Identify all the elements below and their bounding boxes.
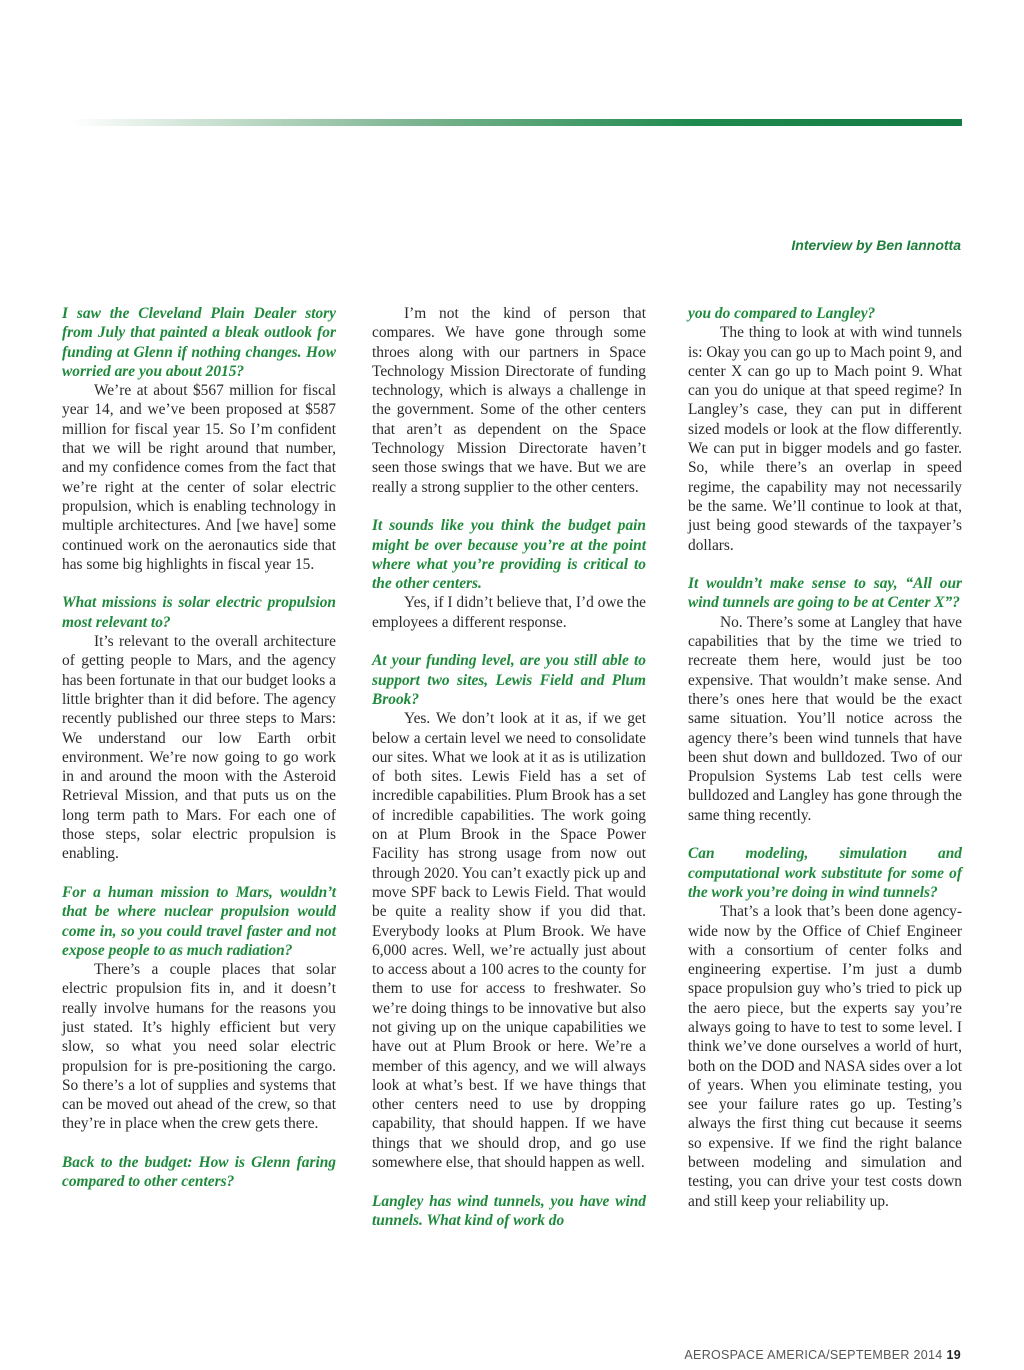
interview-question: Can modeling, simulation and computational work substitute for some of the work you’re doing in wind tunnels? (688, 845, 962, 901)
interview-question: Langley has wind tunnels, you have wind tunnels. What kind of work do (372, 1192, 646, 1229)
interview-question: I saw the Cleveland Plain Dealer story from July that painted a bleak outlook for funding at Glenn if nothing changes. How worried are you about 2015? (62, 305, 336, 380)
interview-answer: I’m not the kind of person that compares. We have gone through some throes along with our partners in Space Technology Mission Directorate of funding technology, which is always a challenge in the government. Some of the other centers that aren’t as dependent on the Space Technology Mission Directorate haven’t seen those swings that we have. But we are really a strong supplier to the other centers. (372, 305, 646, 496)
interview-question: It wouldn’t make sense to say, “All our wind tunnels are going to be at Center X”? (688, 575, 962, 612)
interview-answer: The thing to look at with wind tunnels is: Okay you can go up to Mach point 9, and center X can go up to Mach point 9. What can you do unique at that speed regime? In Langley’s case, they can put in different sized models or look at the flow differently. We can put in bigger models and go faster. So, while there’s an overlap in speed regime, the capability may not necessarily be the same. We’ll continue to look at that, just being good stewards of the taxpayer’s dollars. (688, 324, 962, 554)
column-1 (62, 304, 336, 1192)
interview-answer: Yes. We don’t look at it as, if we get below a certain level we need to consolidate our sites. What we look at it as is utilization of both sites. Lewis Field has a set of incredible capabilities. Plum Brook has a set of incredible capabilities. The work going on at Plum Brook in the Space Power Facility has strong usage from now out through 2020. You can’t exactly pick up and move SPF back to Lewis Field. That would be quite a reality show if you did that. Everybody looks at Plum Brook. We have 6,000 acres. Well, we’re actually just about to access about a 100 acres to the county for them to use for access to freshwater. So we’re doing things to be innovative but also not giving up on the unique capabilities we have out at Plum Brook or here. We’re a member of this agency, and we will always look at what’s best. If we have things that other centers need to use by dropping capability, that should happen. If we have things that we should drop, and go use somewhere else, that should happen as well. (372, 710, 646, 1172)
interview-question: For a human mission to Mars, wouldn’t that be where nuclear propulsion would come in, so you could travel faster and not expose people to as much radiation? (62, 883, 336, 959)
byline: Interview by Ben Iannotta (791, 237, 961, 253)
interview-answer: There’s a couple places that solar electric propulsion fits in, and it doesn’t really involve humans for the reasons you just stated. It’s highly efficient but very slow, so what you need solar electric propulsion for is pre-positioning the cargo. So there’s a lot of supplies and systems that can be moved out ahead of the crew, so that they’re in place when the crew gets there. (62, 961, 336, 1133)
publication-info: AEROSPACE AMERICA/SEPTEMBER 2014 (684, 1348, 943, 1362)
page-footer (684, 1348, 961, 1362)
interview-question: At your funding level, are you still able to support two sites, Lewis Field and Plum Brook? (372, 652, 646, 708)
interview-answer: Yes, if I didn’t believe that, I’d owe the employees a different response. (372, 594, 646, 631)
interview-question-continued: you do compared to Langley? (688, 305, 876, 322)
column-3 (688, 304, 962, 1211)
column-2 (372, 304, 646, 1230)
interview-answer: No. There’s some at Langley that have capabilities that by the time we tried to recreate them here, would just be too expensive. That wouldn’t make sense. And there’s ones here that would be the exact same situation. You’ll notice across the agency there’s been wind tunnels that have been shut down and bulldozed. Two of our Propulsion Systems Lab test cells were bulldozed and Langley has gone through the same thing recently. (688, 613, 962, 824)
interview-question: What missions is solar electric propulsion most relevant to? (62, 594, 336, 631)
page-number: 19 (946, 1348, 961, 1362)
interview-answer: It’s relevant to the overall architecture of getting people to Mars, and the agency has been fortunate in that our budget looks a little brighter than it did before. The agency recently published our three steps to Mars: We understand our low Earth orbit environment. We’re now going to go work in and around the moon with the Asteroid Retrieval Mission, and that puts us on the long term path to Mars. For each one of those steps, solar electric propulsion is enabling. (62, 633, 336, 863)
interview-question: Back to the budget: How is Glenn faring compared to other centers? (62, 1154, 336, 1191)
interview-answer: That’s a look that’s been done agency-wide now by the Office of Chief Engineer with a consortium of center folks and engineering expertise. I’m just a dumb space propulsion guy who’s tried to pick up the aero piece, but the experts say you’re always going to have to test to some level. I think we’ve done ourselves a world of hurt, both on the DOD and NASA sides over a lot of years. When you eliminate testing, you see your failure rates go up. Testing’s always the first thing cut because it seems so expensive. If we find the right balance between modeling and simulation and testing, you can drive your test costs down and still keep your reliability up. (688, 903, 963, 1210)
interview-answer: We’re at about $567 million for fiscal year 14, and we’ve been proposed at $587 million for fiscal year 15. So I’m confident that we will be right around that number, and my confidence comes from the fact that we’re right at the center of solar electric propulsion, which is enabling technology in multiple architectures. And [we have] some continued work on the aeronautics side that has some big highlights in fiscal year 15. (62, 382, 336, 573)
interview-question: It sounds like you think the budget pain might be over because you’re at the point where what you’re providing is critical to the other centers. (372, 517, 646, 593)
header-rule (70, 119, 962, 126)
